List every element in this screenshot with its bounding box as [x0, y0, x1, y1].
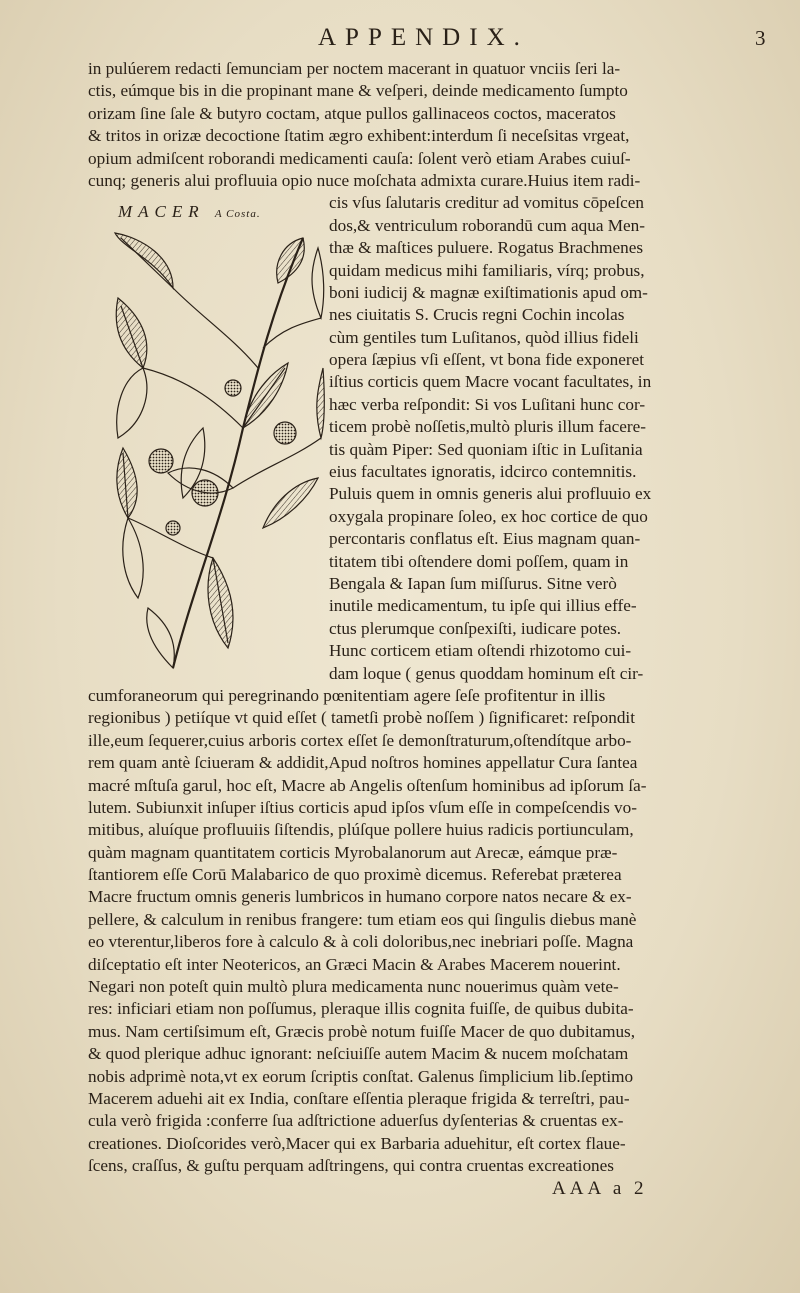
text-line: & tritos in orizæ decoctione ſtatim ægro exhibent:interdum ſi neceſsitas vrgeat, [88, 126, 630, 146]
paragraph-beside-figure [88, 192, 708, 685]
text-line: titatem tibi oſtendere domi poſſem, quam in [329, 551, 629, 571]
text-line: cis vſus ſalutaris creditur ad vomitus cōpeſcen [329, 193, 645, 213]
text-line: cùm gentiles tum Luſitanos, quòd illius fideli [329, 327, 639, 347]
text-line: nobis adprimè nota,vt ex eorum ſcriptis conſtat. Galenus ſimplicium lib.ſeptimo [88, 1066, 634, 1086]
text-line: Negari non poteſt quin multò plura medicamenta nunc nouerimus quàm vete- [88, 977, 619, 997]
text-line: mitibus, aluíque profluuiis ſiſtendis, plúſque pollere huius radicis portiunculam, [88, 820, 634, 840]
text-line: regionibus ) petiíque vt quid eſſet ( tametſi probè noſſem ) ſignificaret: reſpondit [88, 708, 635, 728]
text-line: ille,eum ſequerer,cuius arboris cortex eſſet ſe demonſtraturum,oſtendítque arbo- [88, 730, 632, 750]
text-line: eius facultates ignoratis, idcirco contemnitis. [329, 462, 637, 482]
text-line: oxygala propinare ſoleo, ex hoc cortice de quo [329, 506, 648, 526]
text-line: res: inficiari etiam non poſſumus, pleraque illis cognita fuiſſe, de quibus dubita- [88, 999, 634, 1019]
text-line: ctis, eúmque bis in die propinant mane & veſperi, deinde medicamento ſumpto [88, 81, 628, 101]
text-line: dos,& ventriculum roborandū cum aqua Men- [329, 215, 645, 235]
text-line: Macerem aduehi ait ex India, conſtare eſſentia pleraque frigida & terreſtri, pau- [88, 1088, 630, 1108]
signature-mark: AAA a 2 [552, 1178, 648, 1199]
text-line: ſcens, craſſus, & guſtu perquam adſtringens, qui contra cruentas excreationes [88, 1156, 614, 1176]
text-line: ticem probè noſſetis,multò pluris illum facere- [329, 417, 646, 437]
text-line: quidam medicus mihi familiaris, vírq; probus, [329, 260, 645, 280]
text-line: cula verò frigida :conferre ſua adſtrictione aduerſus dyſenterias & cruentas ex- [88, 1111, 624, 1131]
text-line: lutem. Subiunxit inſuper iſtius corticis apud ipſos vſum eſſe in compeſcendis vo- [88, 797, 637, 817]
text-line: opera ſæpius vſi eſſent, vt bona fide exponeret [329, 350, 645, 370]
text-line: cunq; generis alui profluuia opio nuce moſchata admixta curare.Huius item radi- [88, 170, 641, 190]
paragraph-bottom [88, 685, 708, 1178]
text-line: Puluis quem in omnis generis alui profluuio ex [329, 484, 652, 504]
text-line: Hunc corticem etiam oſtendi rhizotomo cui- [329, 641, 632, 661]
text-line: rem quam antè ſciueram & addidit,Apud noſtros homines appellatur Cura ſantea [88, 753, 638, 773]
text-line: eo vterentur,liberos fore à calculo & à coli doloribus,nec inebriari poſſe. Magna [88, 932, 634, 952]
page-number: 3 [755, 26, 766, 50]
text-line: boni iudicij & magnæ exiſtimationis apud om- [329, 282, 648, 302]
text-line: cumforaneorum qui peregrinando pœnitentiam agere ſeſe profitentur in illis [88, 685, 606, 705]
text-line: tis quàm Piper: Sed quoniam iſtic in Luſitania [329, 439, 643, 459]
text-line: dam loque ( genus quoddam hominum eſt cir- [329, 663, 644, 683]
text-line: opium admiſcent roborandi medicamenti cauſa: ſolent verò etiam Arabes cuiuſ- [88, 148, 631, 168]
body-text [88, 58, 708, 1178]
text-line: nes ciuitatis S. Crucis regni Cochin incolas [329, 305, 625, 325]
paragraph-top [88, 58, 708, 192]
running-head: APPENDIX. [318, 24, 529, 51]
text-line: macré mſtuſa garul, hoc eſt, Macre ab Angelis oſtenſum hominibus ad ipſorum ſa- [88, 775, 647, 795]
text-line: mus. Nam certiſsimum eſt, Græcis probè notum fuiſſe Macer de quo dubitamus, [88, 1021, 636, 1041]
text-line: & quod plerique adhuc ignorant: neſciuiſſe autem Macim & nucem moſchatam [88, 1044, 629, 1064]
text-line: diſceptatio eſt inter Neotericos, an Græci Macin & Arabes Macerem nouerint. [88, 954, 621, 974]
text-line: orizam ſine ſale & butyro coctam, atque pullos gallinaceos coctos, maceratos [88, 103, 616, 123]
page-header [0, 24, 800, 54]
text-line: hæc verba reſpondit: Si vos Luſitani hunc cor- [329, 394, 646, 414]
text-line: pellere, & calculum in renibus frangere: tum etiam eos qui ſingulis diebus manè [88, 909, 637, 929]
text-line: Macre fructum omnis generis lumbricos in humano corpore natos necare & ex- [88, 887, 632, 907]
text-line: percontaris conflatus eſt. Eius magnam quan- [329, 529, 641, 549]
text-line: quàm magnam quantitatem corticis Myrobalanorum aut Arecæ, eámque præ- [88, 842, 618, 862]
text-line: inutile medicamentum, tu ipſe qui illius effe- [329, 596, 637, 616]
figure-caption-author: A Costa. [214, 208, 261, 220]
figure-caption-title: MACER [118, 202, 205, 221]
text-line: ſtantiorem eſſe Corū Malabarico de quo proximè dicemus. Referebat præterea [88, 865, 622, 885]
text-line: thæ & maſtices puluere. Rogatus Brachmenes [329, 238, 644, 258]
text-line: Bengala & Iapan ſum miſſurus. Sitne verò [329, 573, 617, 593]
text-line: creationes. Dioſcorides verò,Macer qui ex Barbaria aduehitur, eſt cortex flaue- [88, 1133, 626, 1153]
text-line: in pulúerem redacti ſemunciam per noctem macerant in quatuor vnciis ſeri la- [88, 59, 621, 78]
text-line: ctus plerumque conſpexiſti, iudicare potes. [329, 618, 622, 638]
text-line: iſtius corticis quem Macre vocant facultates, in [329, 372, 652, 392]
